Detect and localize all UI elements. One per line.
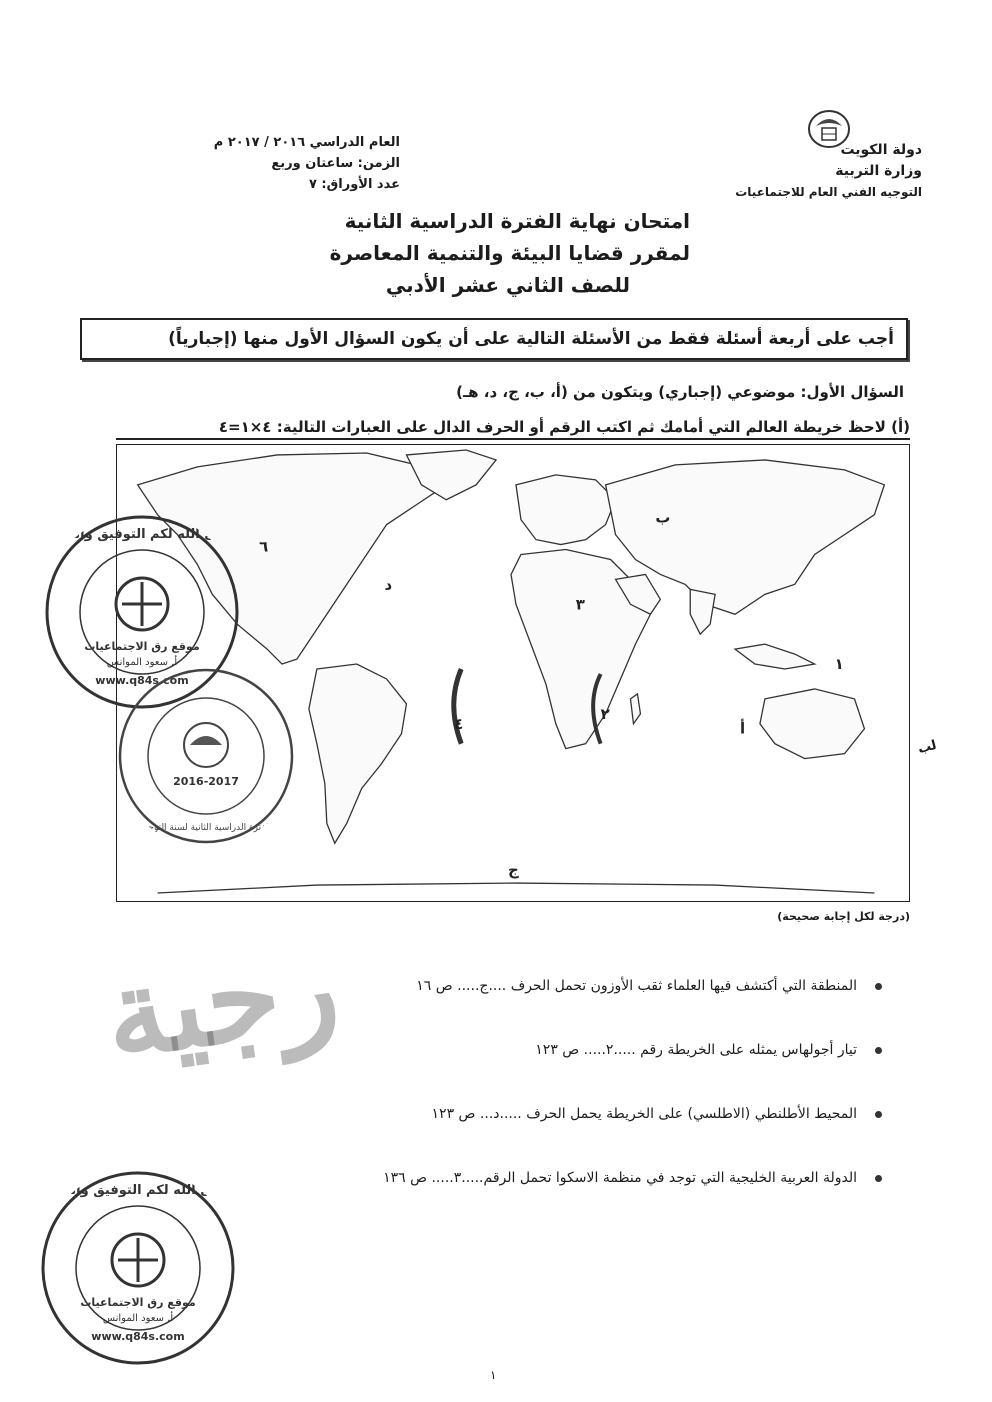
bullet-icon: [875, 983, 882, 990]
header-pages: عدد الأوراق: ٧: [308, 177, 400, 192]
title-line-1: امتحان نهاية الفترة الدراسية الثانية: [344, 209, 690, 233]
svg-text:أ. سعود الموانس: أ. سعود الموانس: [106, 657, 178, 668]
site-stamp-bottom: [38, 1168, 238, 1368]
statement-2: تيار أجولهاس يمثله على الخريطة رقم .....٢..... ص ١٢٣: [162, 1042, 882, 1058]
map-label-1: ١: [834, 655, 844, 674]
header-year: العام الدراسي ٢٠١٦ / ٢٠١٧ م: [213, 135, 400, 150]
statement-4: الدولة العربية الخليجية التي توجد في منظمة الاسكوا تحمل الرقم.....٣..... ص ١٣٦: [162, 1170, 882, 1186]
map-label-6: ٦: [259, 537, 269, 556]
svg-text:موقع رق الاجتماعيات: موقع رق الاجتماعيات: [80, 1296, 196, 1309]
header-ministry-block: [682, 140, 922, 203]
map-australia: [760, 689, 865, 759]
map-india: [690, 589, 715, 634]
map-europe: [516, 475, 616, 545]
grade-note: (درجة لكل إجابة صحيحة): [777, 910, 910, 923]
map-label-ba: ب: [655, 508, 671, 527]
svg-text:الفترة الدراسية الثانية لسنة ا: الفترة الدراسية الثانية لسنة التوجيه: [140, 823, 272, 833]
svg-text:أسأل الله لكم التوفيق والنجاح: أسأل الله لكم التوفيق والنجاح: [46, 527, 238, 542]
header-time: الزمن: ساعتان وربع: [271, 156, 400, 171]
statement-3: المحيط الأطلنطي (الاطلسي) على الخريطة يحمل الحرف .....د... ص ١٢٣: [162, 1106, 882, 1122]
bullet-icon: [875, 1111, 882, 1118]
bullet-icon: [875, 1047, 882, 1054]
map-indonesia: [735, 644, 815, 669]
statement-1: المنطقة التي أكتشف فيها العلماء ثقب الأوزون تحمل الحرف ....ج..... ص ١٦: [162, 978, 882, 994]
header-exam-info: [200, 132, 400, 195]
map-south-america: [309, 664, 407, 843]
margin-note: لب: [916, 737, 939, 758]
map-label-2: ٢: [600, 704, 610, 723]
svg-text:www.q84s.com: www.q84s.com: [91, 1330, 185, 1343]
map-antarctica: [158, 883, 875, 893]
map-label-4: ٤: [454, 714, 464, 733]
exam-titles: [250, 205, 690, 301]
map-label-dal: د: [384, 575, 393, 594]
question-1-title: السؤال الأول: موضوعي (إجباري) ويتكون من (أ، ب، ج، د، هـ): [456, 383, 904, 401]
header-department: التوجيه الفني العام للاجتماعيات: [735, 185, 922, 199]
instruction-box: [80, 318, 908, 360]
svg-text:أسأل الله لكم التوفيق والنجاح: أسأل الله لكم التوفيق والنجاح: [42, 1183, 234, 1198]
svg-text:2016-2017: 2016-2017: [173, 775, 239, 788]
map-label-jim: ج: [508, 861, 519, 880]
svg-text:أ. سعود الموانس: أ. سعود الموانس: [102, 1313, 174, 1324]
svg-text:موقع رق الاجتماعيات: موقع رق الاجتماعيات: [84, 640, 200, 653]
ministry-stamp: [115, 665, 297, 847]
header-country: دولة الكويت: [840, 142, 922, 158]
page-number: ١: [490, 1368, 497, 1382]
map-label-3: ٣: [575, 595, 585, 614]
header-ministry: وزارة التربية: [835, 163, 922, 179]
title-line-3: للصف الثاني عشر الأدبي: [385, 273, 630, 297]
title-line-2: لمقرر قضايا البيئة والتنمية المعاصرة: [329, 241, 690, 265]
map-label-alif: أ: [740, 719, 746, 738]
instruction-text: أجب على أربعة أسئلة فقط من الأسئلة التالية على أن يكون السؤال الأول منها (إجبارياً): [168, 329, 894, 349]
svg-text:www.q84s.com: www.q84s.com: [95, 674, 189, 687]
bullet-icon: [875, 1175, 882, 1182]
question-1-part-a: (أ) لاحظ خريطة العالم التي أمامك ثم اكتب الرقم أو الحرف الدال على العبارات التالية: ٤×١=٤: [116, 418, 910, 440]
watermark: رجية: [96, 914, 347, 1087]
map-madagascar: [630, 694, 640, 724]
